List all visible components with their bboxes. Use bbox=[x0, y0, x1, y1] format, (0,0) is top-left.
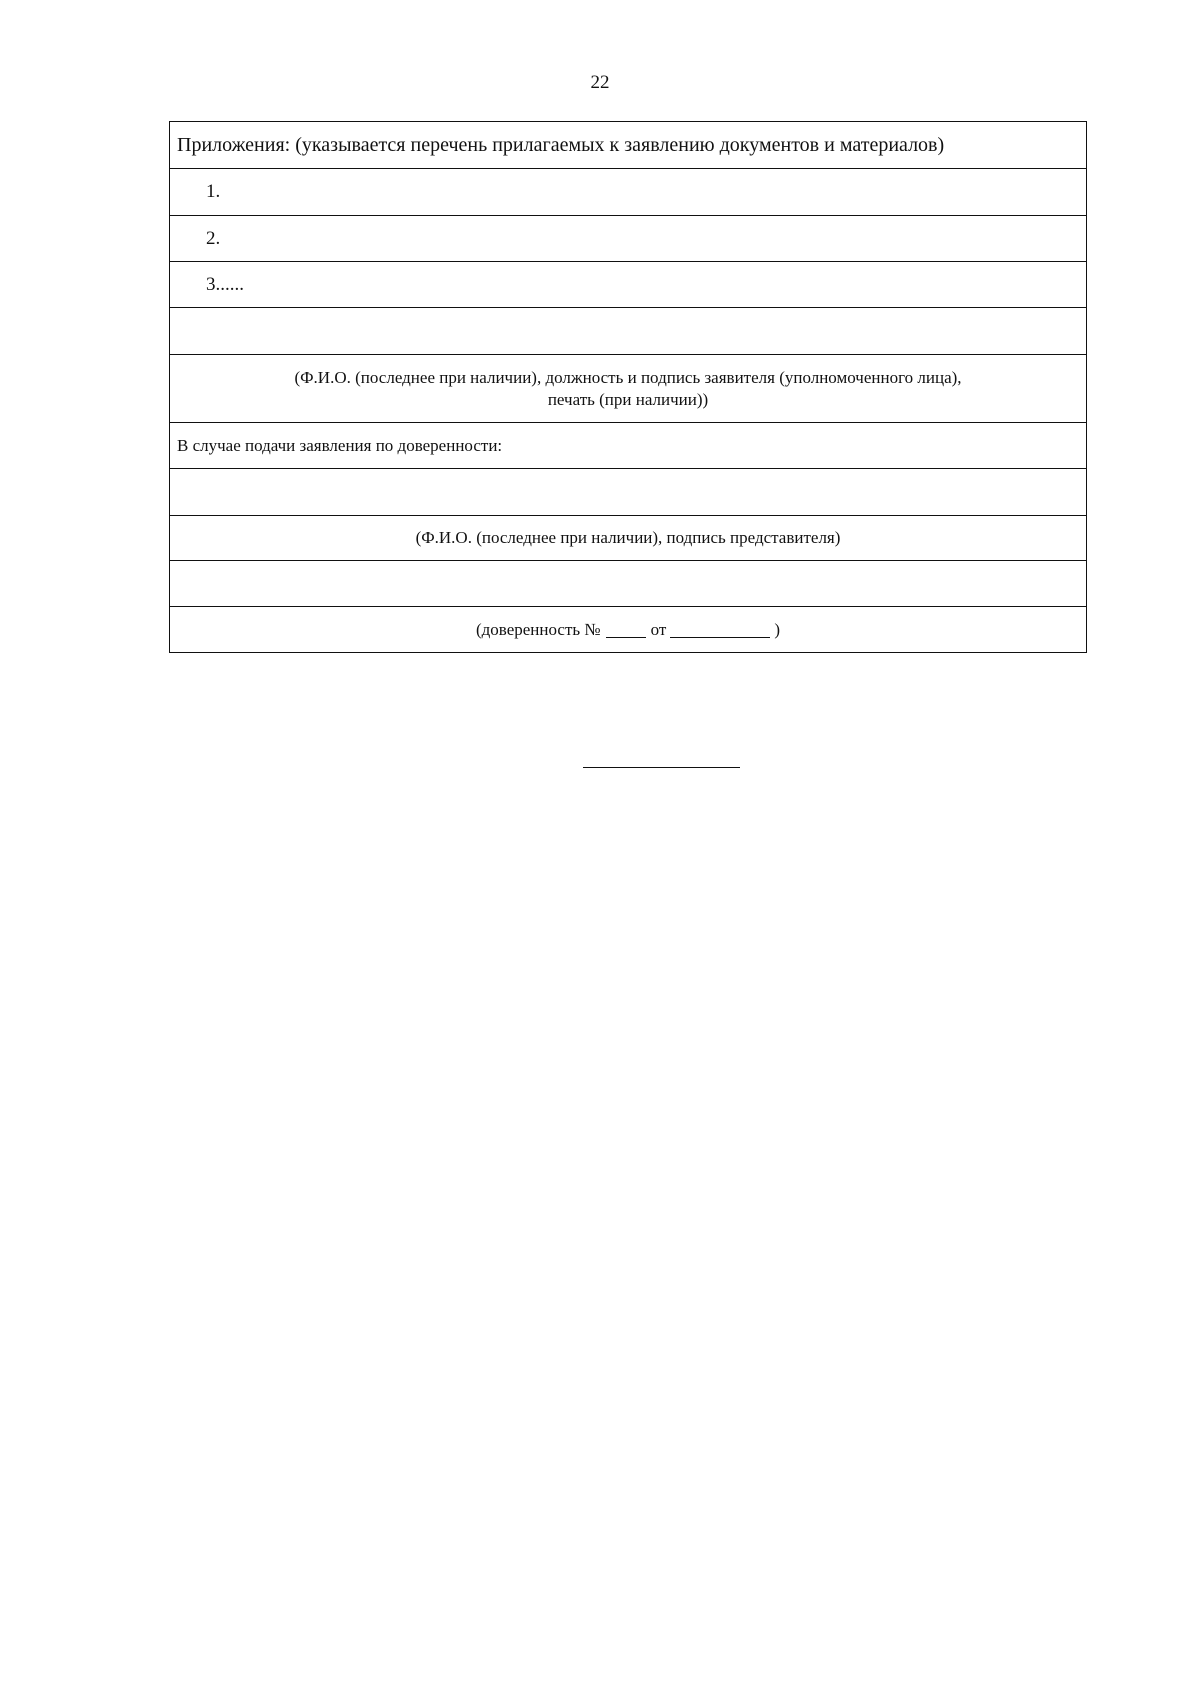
power-of-attorney-from: от bbox=[650, 619, 667, 639]
applicant-signature-blank[interactable] bbox=[170, 307, 1086, 354]
applicant-caption bbox=[170, 354, 1086, 422]
power-of-attorney-prefix: (доверенность № bbox=[475, 619, 601, 639]
representative-signature-blank[interactable] bbox=[170, 468, 1086, 515]
power-of-attorney-line bbox=[170, 606, 1086, 652]
attachments-form-table bbox=[169, 121, 1087, 653]
power-of-attorney-number-blank[interactable] bbox=[606, 622, 646, 638]
applicant-caption-line-1: (Ф.И.О. (последнее при наличии), должность и подпись заявителя (уполномоченного лица), bbox=[294, 367, 962, 387]
power-of-attorney-date-blank[interactable] bbox=[670, 622, 770, 638]
attachments-header: Приложения: (указывается перечень прилагаемых к заявлению документов и материалов) bbox=[177, 133, 945, 156]
attachment-item-3: 3...... bbox=[170, 261, 1086, 307]
page-number: 22 bbox=[590, 72, 610, 93]
attachment-item-1: 1. bbox=[170, 168, 1086, 215]
applicant-caption-line-2: печать (при наличии)) bbox=[547, 389, 709, 409]
power-of-attorney-blank[interactable] bbox=[170, 560, 1086, 606]
proxy-note: В случае подачи заявления по доверенности: bbox=[170, 422, 1086, 468]
power-of-attorney-suffix: ) bbox=[774, 619, 781, 639]
attachment-item-2: 2. bbox=[170, 215, 1086, 261]
end-of-document-rule bbox=[583, 767, 740, 768]
representative-caption: (Ф.И.О. (последнее при наличии), подпись представителя) bbox=[170, 515, 1086, 560]
